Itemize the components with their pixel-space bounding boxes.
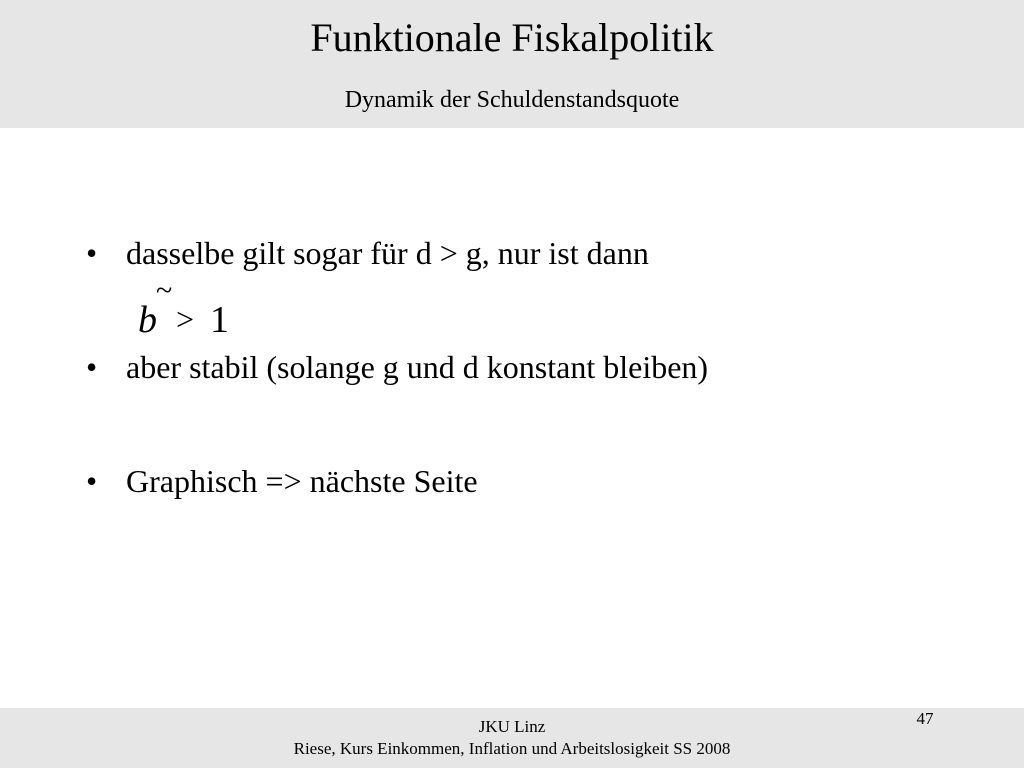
- page-number: 47: [916, 709, 934, 728]
- slide-title: Funktionale Fiskalpolitik: [310, 15, 714, 60]
- footer-institution: JKU Linz: [478, 717, 546, 736]
- formula-b-tilde-greater-one: [134, 280, 254, 340]
- bullet-item: [86, 462, 478, 500]
- bullet-marker: •: [86, 235, 98, 271]
- footer-course: Riese, Kurs Einkommen, Inflation und Arbeitslosigkeit SS 2008: [293, 739, 731, 758]
- formula-accent: ~: [156, 280, 173, 307]
- slide-subtitle: Dynamik der Schuldenstandsquote: [344, 87, 680, 113]
- formula-variable: b: [138, 299, 157, 340]
- formula-value: 1: [210, 299, 229, 340]
- formula-relation: >: [176, 301, 195, 337]
- slide-footer: [0, 708, 1024, 768]
- bullet-item: [86, 348, 708, 386]
- bullet-item: [86, 234, 649, 272]
- bullet-text: Graphisch => nächste Seite: [126, 463, 478, 499]
- bullet-text: aber stabil (solange g und d konstant bleiben): [126, 349, 709, 385]
- bullet-text: dasselbe gilt sogar für d > g, nur ist dann: [126, 235, 649, 271]
- bullet-marker: •: [86, 463, 98, 499]
- bullet-marker: •: [86, 349, 98, 385]
